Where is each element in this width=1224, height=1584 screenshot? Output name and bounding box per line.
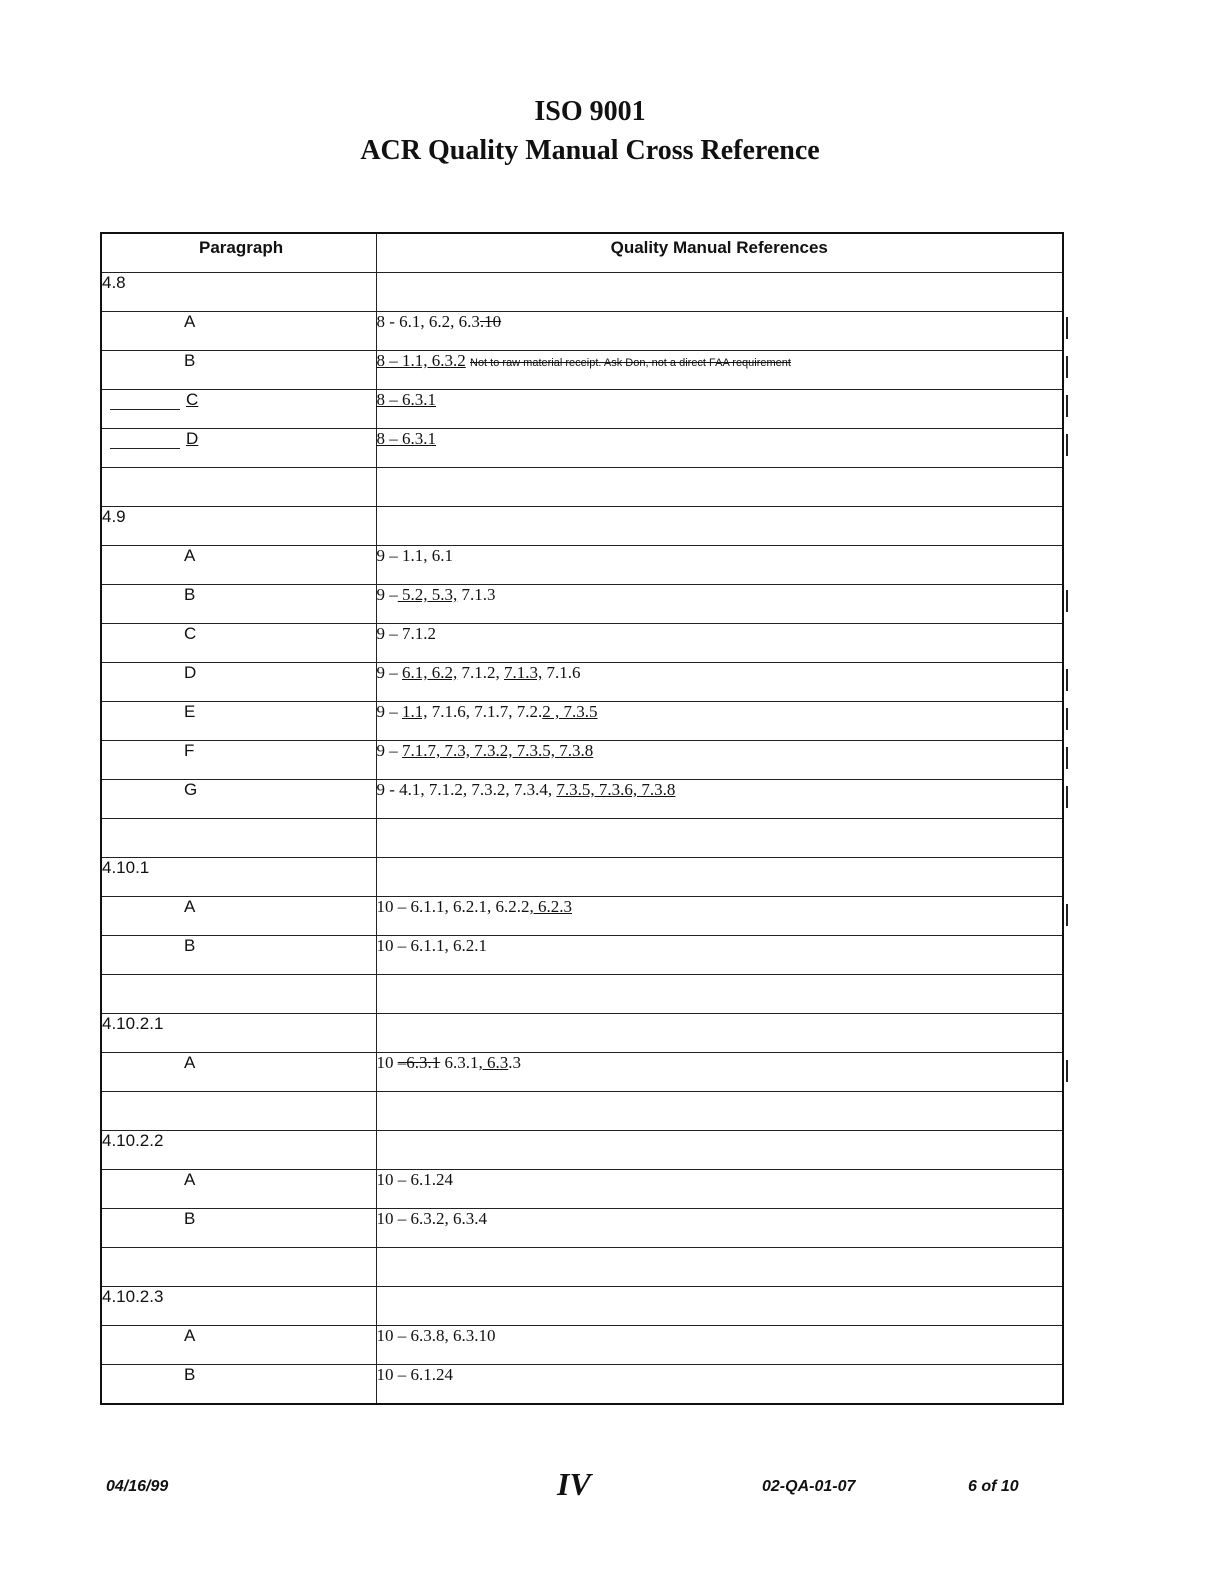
item-row xyxy=(101,897,1063,936)
item-row xyxy=(101,780,1063,819)
reference-cell: 8 – 6.3.1 xyxy=(376,390,1063,429)
footer-date: 04/16/99 xyxy=(106,1478,169,1495)
item-label: A xyxy=(184,1326,196,1345)
item-row xyxy=(101,936,1063,975)
reference-cell: 9 - 4.1, 7.1.2, 7.3.2, 7.3.4, 7.3.5, 7.3.6, 7.3.8 xyxy=(376,780,1063,819)
item-row xyxy=(101,585,1063,624)
item-label: A xyxy=(184,1053,196,1072)
change-bar xyxy=(1066,708,1068,730)
change-bar xyxy=(1066,904,1068,926)
footer-revision: IV xyxy=(557,1466,591,1502)
item-row xyxy=(101,663,1063,702)
section-label: 4.10.1 xyxy=(101,858,376,897)
struck-note: Not to raw material receipt. Ask Don, not a direct FAA requirement xyxy=(470,357,791,369)
section-label: 4.10.2.3 xyxy=(101,1287,376,1326)
item-label: B xyxy=(184,351,196,370)
item-label: A xyxy=(184,546,196,565)
change-bar xyxy=(1066,1060,1068,1082)
item-label: A xyxy=(184,312,196,331)
reference-cell: 8 - 6.1, 6.2, 6.3.10 xyxy=(376,312,1063,351)
document-subtitle: ACR Quality Manual Cross Reference xyxy=(360,135,820,166)
footer-doc-number: 02-QA-01-07 xyxy=(762,1478,856,1495)
item-row xyxy=(101,1326,1063,1365)
section-row xyxy=(101,1287,1063,1326)
section-row xyxy=(101,1131,1063,1170)
section-label: 4.10.2.1 xyxy=(101,1014,376,1053)
item-row xyxy=(101,312,1063,351)
change-bar xyxy=(1066,434,1068,456)
item-label: C xyxy=(184,624,197,643)
cross-reference-table xyxy=(100,232,1064,1405)
item-label: C xyxy=(186,390,199,409)
section-row xyxy=(101,858,1063,897)
item-label: B xyxy=(184,585,196,604)
item-row xyxy=(101,1365,1063,1405)
change-bar xyxy=(1066,669,1068,691)
item-row xyxy=(101,702,1063,741)
reference-cell: 9 – 7.1.7, 7.3, 7.3.2, 7.3.5, 7.3.8 xyxy=(376,741,1063,780)
blank-row xyxy=(101,1092,1063,1131)
item-label: A xyxy=(184,1170,196,1189)
item-label: D xyxy=(186,429,199,448)
header-paragraph: Paragraph xyxy=(101,233,376,273)
revision-change-bars xyxy=(1066,0,1072,1584)
section-label: 4.8 xyxy=(101,273,376,312)
reference-cell: 10 – 6.1.24 xyxy=(376,1170,1063,1209)
change-bar xyxy=(1066,356,1068,378)
reference-cell: 10 – 6.1.24 xyxy=(376,1365,1063,1405)
section-label: 4.10.2.2 xyxy=(101,1131,376,1170)
reference-cell: 10 – 6.1.1, 6.2.1, 6.2.2, 6.2.3 xyxy=(376,897,1063,936)
reference-cell: 10 – 6.3.8, 6.3.10 xyxy=(376,1326,1063,1365)
item-row xyxy=(101,741,1063,780)
change-bar xyxy=(1066,395,1068,417)
item-label: A xyxy=(184,897,196,916)
section-row xyxy=(101,273,1063,312)
item-row xyxy=(101,390,1063,429)
item-row xyxy=(101,1209,1063,1248)
section-label: 4.9 xyxy=(101,507,376,546)
reference-cell: 9 – 1.1, 6.1 xyxy=(376,546,1063,585)
reference-cell: 9 – 1.1, 7.1.6, 7.1.7, 7.2.2 , 7.3.5 xyxy=(376,702,1063,741)
item-row xyxy=(101,351,1063,390)
item-label: D xyxy=(184,663,197,682)
blank-row xyxy=(101,819,1063,858)
reference-cell: 9 – 6.1, 6.2, 7.1.2, 7.1.3, 7.1.6 xyxy=(376,663,1063,702)
change-bar xyxy=(1066,590,1068,612)
section-row xyxy=(101,1014,1063,1053)
header-references: Quality Manual References xyxy=(376,233,1063,273)
footer-page-number: 6 of 10 xyxy=(968,1478,1019,1495)
item-row xyxy=(101,624,1063,663)
change-bar xyxy=(1066,317,1068,339)
document-title: ISO 9001 xyxy=(534,96,646,127)
item-label: B xyxy=(184,1209,196,1228)
reference-cell: 10 – 6.1.1, 6.2.1 xyxy=(376,936,1063,975)
change-bar xyxy=(1066,786,1068,808)
blank-row xyxy=(101,1248,1063,1287)
blank-row xyxy=(101,975,1063,1014)
reference-cell: 10 –6.3.1 6.3.1, 6.3.3 xyxy=(376,1053,1063,1092)
section-row xyxy=(101,507,1063,546)
reference-cell: 9 – 7.1.2 xyxy=(376,624,1063,663)
item-row xyxy=(101,1170,1063,1209)
reference-cell: 10 – 6.3.2, 6.3.4 xyxy=(376,1209,1063,1248)
item-label: F xyxy=(184,741,195,760)
blank-row xyxy=(101,468,1063,507)
reference-cell: 9 – 5.2, 5.3, 7.1.3 xyxy=(376,585,1063,624)
item-label: B xyxy=(184,1365,196,1384)
item-row xyxy=(101,546,1063,585)
item-label: B xyxy=(184,936,196,955)
reference-cell: 8 – 6.3.1 xyxy=(376,429,1063,468)
item-label: G xyxy=(184,780,198,799)
reference-cell: 8 – 1.1, 6.3.2 Not to raw material receipt. Ask Don, not a direct FAA requirement xyxy=(376,351,1063,390)
item-label: E xyxy=(184,702,196,721)
item-row xyxy=(101,1053,1063,1092)
change-bar xyxy=(1066,747,1068,769)
item-row xyxy=(101,429,1063,468)
